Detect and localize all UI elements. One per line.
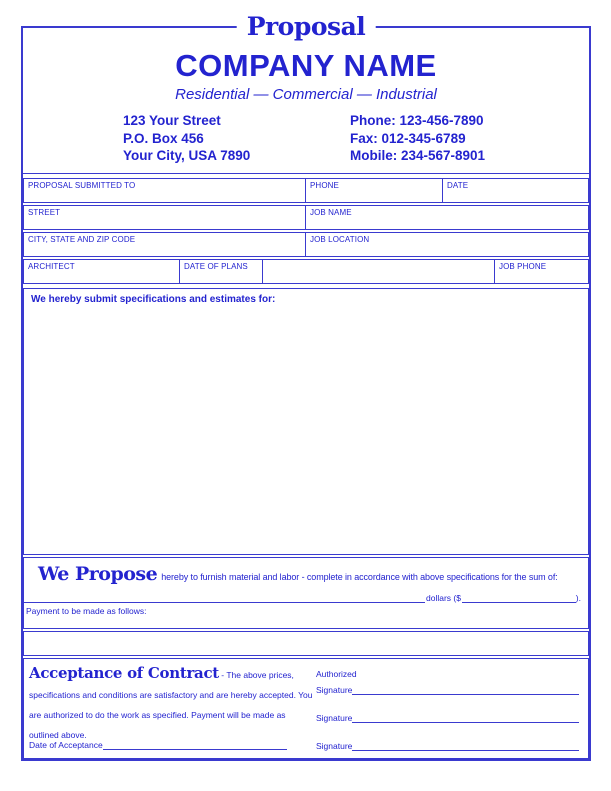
masthead [23, 28, 589, 174]
signature-line[interactable] [352, 740, 579, 751]
company-address [123, 112, 250, 165]
info-row-1 [23, 178, 589, 203]
acceptance-text [29, 664, 313, 745]
field-city-state-zip[interactable] [24, 233, 305, 256]
field-label: STREET [28, 208, 61, 217]
specifications-section[interactable] [23, 288, 589, 555]
field-date-of-plans[interactable] [179, 260, 262, 283]
field-job-location[interactable] [305, 233, 588, 256]
form-title: Proposal [237, 12, 376, 42]
we-propose-body: hereby to furnish material and labor - complete in accordance with above specifications for the sum of: [161, 572, 558, 582]
payment-terms-area[interactable] [23, 631, 589, 656]
dollars-label: dollars ($ [426, 593, 461, 603]
acceptance-body: - The above prices, specifications and conditions are satisfactory and are hereby accepted. You are authorized to do the work as specified. Payment will be made as outlined above. [29, 670, 313, 740]
field-label: PROPOSAL SUBMITTED TO [28, 181, 136, 190]
signature-label: Signature [316, 713, 353, 723]
address-line: Your City, USA 7890 [123, 148, 251, 163]
acceptance-section [23, 658, 589, 759]
signature-line[interactable] [352, 712, 579, 723]
field-proposal-submitted-to[interactable] [24, 179, 305, 202]
date-of-acceptance-label: Date of Acceptance [29, 740, 103, 750]
info-row-2 [23, 205, 589, 230]
field-date[interactable] [442, 179, 588, 202]
sum-words-line[interactable] [24, 591, 425, 603]
field-label: DATE [447, 181, 469, 190]
signature-label: Signature [316, 741, 353, 751]
field-job-name[interactable] [305, 206, 588, 229]
field-label: JOB NAME [310, 208, 352, 217]
signature-row-1 [316, 682, 579, 695]
field-label: JOB LOCATION [310, 235, 370, 244]
signature-label: Signature [316, 685, 353, 695]
authorized-label: Authorized [316, 669, 357, 679]
field-label: PHONE [310, 181, 339, 190]
signature-block [316, 669, 579, 751]
field-label: ARCHITECT [28, 262, 75, 271]
field-architect[interactable] [24, 260, 179, 283]
date-of-acceptance-line[interactable] [103, 739, 287, 750]
field-label: CITY, STATE AND ZIP CODE [28, 235, 136, 244]
address-line: P.O. Box 456 [123, 130, 204, 146]
we-propose-line [38, 563, 586, 585]
field-street[interactable] [24, 206, 305, 229]
date-of-acceptance-row [29, 739, 287, 750]
contact-fax: Fax: 012-345-6789 [350, 130, 466, 146]
sum-row [24, 589, 581, 603]
field-phone[interactable] [305, 179, 442, 202]
info-row-3 [23, 232, 589, 257]
company-tagline: Residential — Commercial — Industrial [175, 86, 437, 103]
company-name: COMPANY NAME [175, 48, 437, 83]
address-line: 123 Your Street [123, 113, 221, 128]
we-propose-section [23, 557, 589, 629]
signature-row-2 [316, 710, 579, 723]
field-label: DATE OF PLANS [184, 262, 248, 271]
contact-phone: Phone: 123-456-7890 [350, 113, 484, 128]
signature-row-3 [316, 738, 579, 751]
field-blank[interactable] [262, 260, 494, 283]
proposal-form [21, 12, 591, 761]
we-propose-heading: We Propose [38, 563, 158, 585]
company-contact [350, 112, 485, 165]
field-job-phone[interactable] [494, 260, 588, 283]
info-row-4 [23, 259, 589, 284]
signature-line[interactable] [352, 684, 579, 695]
sum-amount-line[interactable] [462, 591, 576, 603]
info-table [23, 178, 589, 286]
acceptance-heading: Acceptance of Contract [29, 664, 219, 682]
field-label: JOB PHONE [499, 262, 547, 271]
specifications-heading: We hereby submit specifications and estimates for: [31, 294, 276, 305]
dollars-suffix: ). [575, 593, 581, 603]
payment-terms-label: Payment to be made as follows: [26, 606, 147, 616]
contact-mobile: Mobile: 234-567-8901 [350, 148, 486, 163]
